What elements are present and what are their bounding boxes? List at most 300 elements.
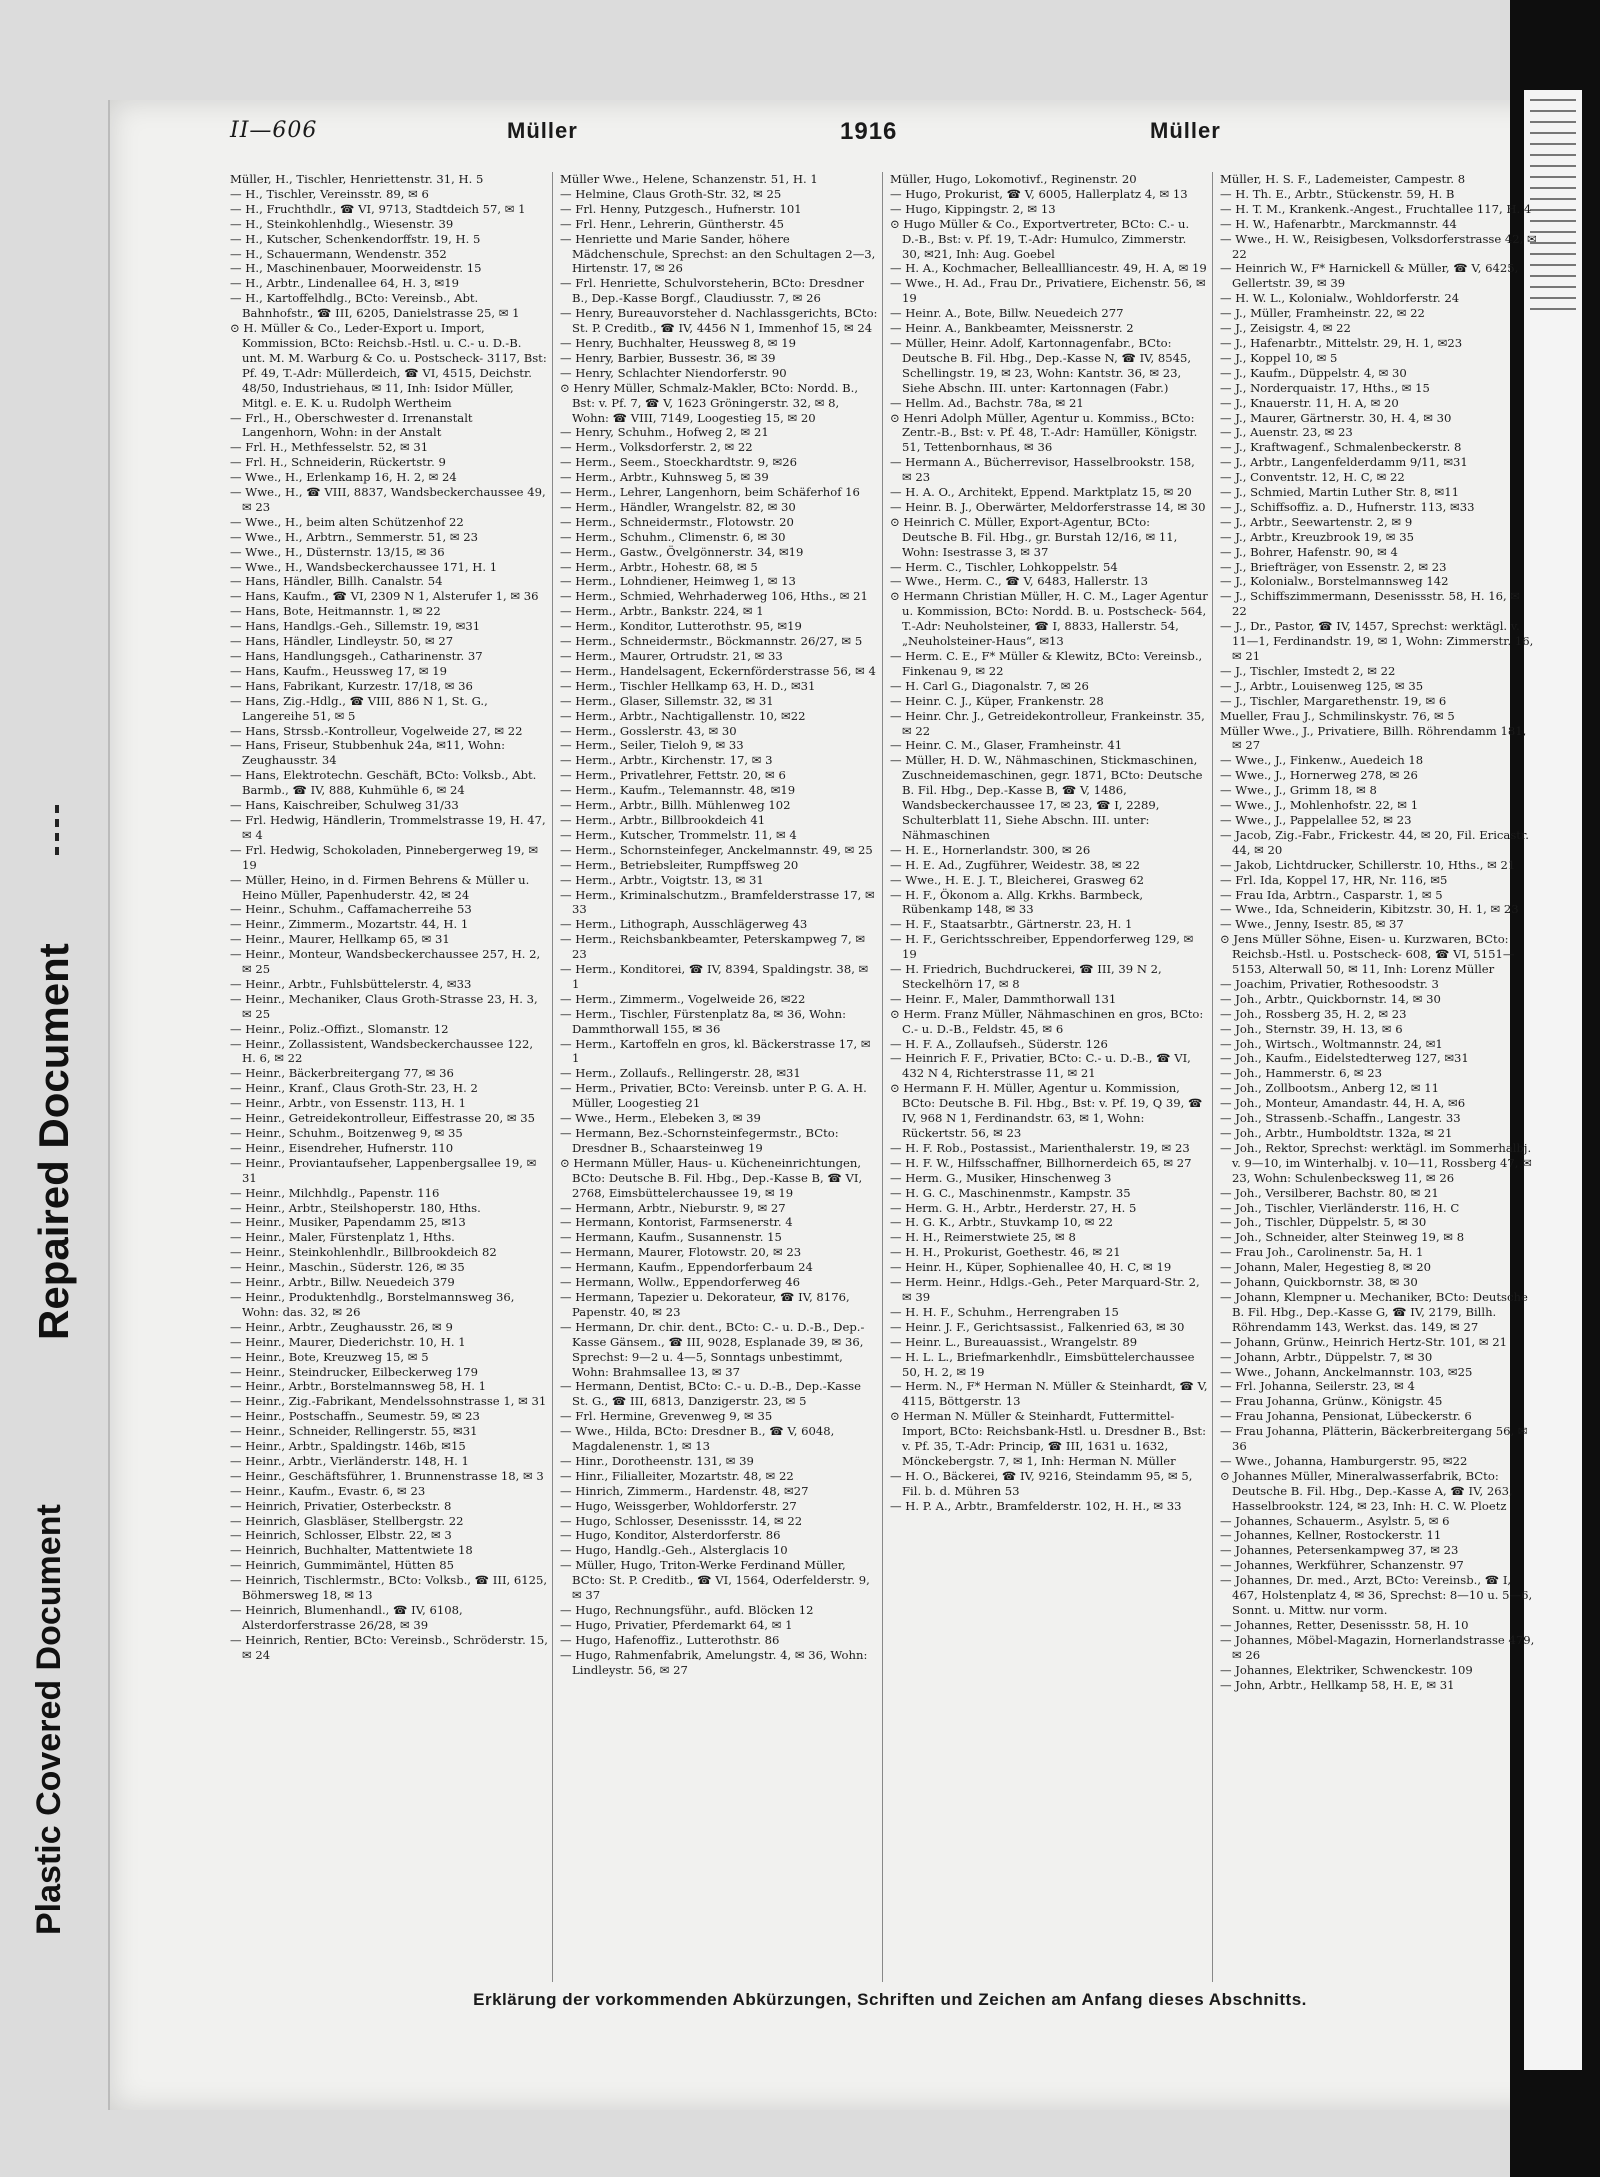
directory-entry: — Henriette und Marie Sander, höhere Mädchenschule, Sprechst: an den Schultagen 2—3, Hirtenstr. 17, ✉ 26 — [560, 231, 876, 276]
directory-entry: — Herm., Kartoffeln en gros, kl. Bäckerstrasse 17, ✉ 1 — [560, 1036, 871, 1066]
directory-entry: — J., Arbtr., Louisenweg 125, ✉ 35 — [1220, 678, 1424, 693]
directory-entry: — Heinr., Bote, Kreuzweg 15, ✉ 5 — [230, 1349, 429, 1364]
directory-entry: — Heinr., Geschäftsführer, 1. Brunnenstrasse 18, ✉ 3 — [230, 1468, 544, 1483]
directory-entry: — Heinr. B. J., Oberwärter, Meldorferstrasse 14, ✉ 30 — [890, 499, 1206, 514]
directory-entry: — Joh., Arbtr., Quickbornstr. 14, ✉ 30 — [1220, 991, 1441, 1006]
directory-entry: — H. H. F., Schuhm., Herrengraben 15 — [890, 1304, 1119, 1319]
directory-entry: — J., Tischler, Margarethenstr. 19, ✉ 6 — [1220, 693, 1447, 708]
directory-entry: — Heinr., Arbtr., Fuhlsbüttelerstr. 4, ✉33 — [230, 976, 472, 991]
directory-entry: ⊙ Heinrich C. Müller, Export-Agentur, BCto: Deutsche B. Fil. Hbg., gr. Burstah 12/16, ✉ 11, Wohn: Isestrasse 3, ✉ 37 — [890, 514, 1178, 559]
directory-entry: — Herm., Handelsagent, Eckernförderstrasse 56, ✉ 4 — [560, 663, 876, 678]
directory-entry: — H., Kutscher, Schenkendorffstr. 19, H. 5 — [230, 231, 481, 246]
directory-entry: — Herm., Betriebsleiter, Rumpffsweg 20 — [560, 857, 799, 872]
directory-entry: — H., Kartoffelhdlg., BCto: Vereinsb., Abt. Bahnhofstr., ☎ III, 6205, Danielstrasse 25, ✉ 1 — [230, 291, 520, 321]
directory-entry: — Herm., Konditor, Lutterothstr. 95, ✉19 — [560, 619, 802, 634]
directory-entry: — Johann, Grünw., Heinrich Hertz-Str. 101, ✉ 21 — [1220, 1334, 1508, 1349]
directory-entry: — Wwe., H. W., Reisigbesen, Volksdorferstrasse 42, ✉ 22 — [1220, 231, 1537, 261]
directory-entry: — Henry, Buchhalter, Heussweg 8, ✉ 19 — [560, 335, 796, 350]
directory-entry: — Wwe., H. E. J. T., Bleicherei, Grasweg 62 — [890, 872, 1144, 887]
directory-entry: — Hans, Kaufm., ☎ VI, 2309 N 1, Alsterufer 1, ✉ 36 — [230, 589, 539, 604]
directory-entry: — H. F., Ökonom a. Allg. Krkhs. Barmbeck, Rübenkamp 148, ✉ 33 — [890, 887, 1144, 917]
directory-entry: — Hinrich, Zimmerm., Hardenstr. 48, ✉27 — [560, 1483, 809, 1498]
directory-entry: — Hans, Elektrotechn. Geschäft, BCto: Volksb., Abt. Barmb., ☎ IV, 888, Kuhmühle 6, ✉ 24 — [230, 768, 537, 798]
directory-entry: — Hans, Friseur, Stubbenhuk 24a, ✉11, Wohn: Zeughausstr. 34 — [230, 738, 506, 768]
directory-entry: — Hermann, Maurer, Flotowstr. 20, ✉ 23 — [560, 1245, 802, 1260]
directory-entry: — Heinrich F. F., Privatier, BCto: C.- u. D.-B., ☎ VI, 432 N 4, Richterstrasse 11, ✉ 21 — [890, 1051, 1191, 1081]
directory-entry: — Heinr. F., Maler, Dammthorwall 131 — [890, 991, 1117, 1006]
directory-entry: — Frau Johanna, Plätterin, Bäckerbreitergang 56, ✉ 36 — [1220, 1424, 1528, 1454]
directory-entry: ⊙ Herman N. Müller & Steinhardt, Futtermittel-Import, BCto: Reichsbank-Hstl. u. Dresdner B., Bst: v. Pf. 35, T.-Adr: Princip, ☎ III, 1631 u. 1632, Mönckebergstr. 7, ✉ 1, Inh: Herman N. Müller — [890, 1409, 1207, 1468]
directory-entry: — Wwe., J., Finkenw., Auedeich 18 — [1220, 753, 1424, 768]
directory-entry: — J., Kraftwagenf., Schmalenbeckerstr. 8 — [1220, 440, 1462, 455]
directory-entry: — Herm. C., Tischler, Lohkoppelstr. 54 — [890, 559, 1118, 574]
directory-entry: — J., Arbtr., Kreuzbrook 19, ✉ 35 — [1220, 529, 1414, 544]
directory-entry: — Hans, Händler, Billh. Canalstr. 54 — [230, 574, 443, 589]
directory-entry: — H., Tischler, Vereinsstr. 89, ✉ 6 — [230, 186, 429, 201]
directory-entry: — Hermann, Dentist, BCto: C.- u. D.-B., Dep.-Kasse St. G., ☎ III, 6813, Danzigerstr. 23, ✉ 5 — [560, 1379, 861, 1409]
directory-entry: — J., Dr., Pastor, ☎ IV, 1457, Sprechst: werktägl. v. 11—1, Ferdinandstr. 19, ✉ 1, Wohn: Zimmerstr. 16, ✉ 21 — [1220, 619, 1534, 663]
directory-entry: — Joh., Schneider, alter Steinweg 19, ✉ 8 — [1220, 1230, 1465, 1245]
directory-entry: ⊙ Henry Müller, Schmalz-Makler, BCto: Nordd. B., Bst: v. Pf. 7, ☎ V, 1623 Gröningerstr. 32, ✉ 8, Wohn: ☎ VIII, 7149, Loogestieg 15, ✉ 20 — [560, 380, 859, 425]
directory-entry: — Wwe., Hilda, BCto: Dresdner B., ☎ V, 6048, Magdalenenstr. 1, ✉ 13 — [560, 1424, 835, 1454]
directory-entry: — Wwe., Herm., Elebeken 3, ✉ 39 — [560, 1111, 761, 1126]
directory-entry: — H. L. L., Briefmarkenhdlr., Eimsbüttelerchaussee 50, H. 2, ✉ 19 — [890, 1349, 1195, 1379]
directory-entry: — Hans, Handlgs.-Geh., Sillemstr. 19, ✉31 — [230, 619, 481, 634]
directory-entry: — J., Tischler, Imstedt 2, ✉ 22 — [1220, 663, 1396, 678]
directory-entry: — Johann, Maler, Hegestieg 8, ✉ 20 — [1220, 1260, 1432, 1275]
directory-entry: — Johannes, Möbel-Magazin, Hornerlandstrasse 479, ✉ 26 — [1220, 1632, 1535, 1662]
directory-entry: — Herm., Schneidermstr., Flotowstr. 20 — [560, 514, 794, 529]
directory-entry: — J., Schiffszimmermann, Desenissstr. 58, H. 16, ✉ 22 — [1220, 589, 1521, 619]
directory-entry: — Hans, Fabrikant, Kurzestr. 17/18, ✉ 36 — [230, 678, 473, 693]
directory-entry: — Frl. Hedwig, Händlerin, Trommelstrasse 19, H. 47, ✉ 4 — [230, 812, 546, 842]
directory-entry: ⊙ Johannes Müller, Mineralwasserfabrik, BCto: Deutsche B. Fil. Hbg., Dep.-Kasse A, ☎ IV, 263, Hasselbrookstr. 124, ✉ 23, Inh: H. C. W. Ploetz — [1220, 1468, 1513, 1513]
directory-entry: — Herm., Kutscher, Trommelstr. 11, ✉ 4 — [560, 827, 797, 842]
directory-entry: — J., Auenstr. 23, ✉ 23 — [1220, 425, 1353, 440]
directory-entry: — J., Arbtr., Seewartenstr. 2, ✉ 9 — [1220, 514, 1413, 529]
directory-entry: Müller, Hugo, Lokomotivf., Reginenstr. 20 — [890, 172, 1137, 186]
directory-entry: — Hugo, Hafenoffiz., Lutterothstr. 86 — [560, 1632, 780, 1647]
directory-entry: — Herm., Zimmerm., Vogelweide 26, ✉22 — [560, 991, 806, 1006]
directory-entry: — Heinr., Mechaniker, Claus Groth-Strasse 23, H. 3, ✉ 25 — [230, 991, 538, 1021]
directory-entry: — J., Hafenarbtr., Mittelstr. 29, H. 1, ✉23 — [1220, 335, 1463, 350]
directory-entry: — Wwe., J., Grimm 18, ✉ 8 — [1220, 783, 1377, 798]
directory-entry: — Heinr., Milchhdlg., Papenstr. 116 — [230, 1185, 440, 1200]
directory-entry: — Herm., Arbtr., Billh. Mühlenweg 102 — [560, 798, 791, 813]
directory-entry: — Heinrich, Blumenhandl., ☎ IV, 6108, Alsterdorferstrasse 26/28, ✉ 39 — [230, 1603, 463, 1632]
directory-entry: — Herm., Arbtr., Hohestr. 68, ✉ 5 — [560, 559, 758, 574]
directory-entry: — H. F. W., Hilfsschaffner, Billhornerdeich 65, ✉ 27 — [890, 1155, 1192, 1170]
directory-entry: ⊙ Hermann F. H. Müller, Agentur u. Kommission, BCto: Deutsche B. Fil. Hbg., Bst: v. Pf. 19, Q 39, ☎ IV, 968 N 1, Ferdinandstr. 63, ✉ 1, Wohn: Rückertstr. 56, ✉ 23 — [890, 1081, 1203, 1140]
directory-entry: — H. A., Kochmacher, Belleallliancestr. 49, H. A, ✉ 19 — [890, 261, 1207, 276]
directory-entry: — Hugo, Rechnungsführ., aufd. Blöcken 12 — [560, 1603, 814, 1617]
footer-note: Erklärung der vorkommenden Abkürzungen, Schriften und Zeichen am Anfang dieses Abschnitts. — [473, 1990, 1307, 2009]
directory-entry: — Wwe., J., Mohlenhofstr. 22, ✉ 1 — [1220, 798, 1419, 813]
directory-entry: Müller, H. S. F., Lademeister, Campestr. 8 — [1220, 172, 1466, 186]
directory-entry: — Frl. Henriette, Schulvorsteherin, BCto: Dresdner B., Dep.-Kasse Borgf., Claudiusstr. 7, ✉ 26 — [560, 276, 864, 306]
directory-entry: — Henry, Barbier, Bussestr. 36, ✉ 39 — [560, 350, 776, 365]
directory-entry: — Hermann, Kontorist, Farmsenerstr. 4 — [560, 1215, 793, 1230]
directory-entry: — Heinr., Arbtr., Borstelmannsweg 58, H. 1 — [230, 1379, 486, 1394]
directory-entry: — Hans, Bote, Heitmannstr. 1, ✉ 22 — [230, 604, 441, 619]
directory-entry: — Hugo, Konditor, Alsterdorferstr. 86 — [560, 1528, 781, 1543]
directory-entry: — Wwe., H. Ad., Frau Dr., Privatiere, Eichenstr. 56, ✉ 19 — [890, 276, 1206, 306]
directory-entry: — Hinr., Filialleiter, Mozartstr. 48, ✉ 22 — [560, 1468, 794, 1483]
directory-entry: — H. A. O., Architekt, Eppend. Marktplatz 15, ✉ 20 — [890, 485, 1192, 500]
directory-entry: — Wwe., H., Erlenkamp 16, H. 2, ✉ 24 — [230, 470, 457, 485]
directory-entry: — Müller, Heino, in d. Firmen Behrens & Müller u. Heino Müller, Papenhuderstr. 42, ✉ 24 — [230, 872, 530, 902]
directory-entry: — Herm., Gastw., Övelgönnerstr. 34, ✉19 — [560, 544, 804, 559]
directory-entry: — Johann, Arbtr., Düppelstr. 7, ✉ 30 — [1220, 1349, 1433, 1364]
directory-entry: — Johannes, Petersenkampweg 37, ✉ 23 — [1220, 1543, 1459, 1558]
directory-entry: — Heinr., Postschaffn., Seumestr. 59, ✉ 23 — [230, 1409, 480, 1424]
directory-entry: — Heinr., Musiker, Papendamm 25, ✉13 — [230, 1215, 466, 1230]
directory-entry: — Helmine, Claus Groth-Str. 32, ✉ 25 — [560, 186, 782, 201]
directory-entry: — H. F., Staatsarbtr., Gärtnerstr. 23, H. 1 — [890, 917, 1133, 932]
directory-entry: — Joh., Tischler, Düppelstr. 5, ✉ 30 — [1220, 1215, 1427, 1230]
directory-entry: — Herm., Arbtr., Bankstr. 224, ✉ 1 — [560, 604, 764, 619]
directory-entry: — Johannes, Elektriker, Schwenckestr. 109 — [1220, 1662, 1473, 1677]
directory-entry: — Herm., Schmied, Wehrhaderweg 106, Hths., ✉ 21 — [560, 589, 868, 604]
directory-entry: — Heinr., Maschin., Süderstr. 126, ✉ 35 — [230, 1260, 465, 1275]
directory-entry: — Hans, Kaischreiber, Schulweg 31/33 — [230, 798, 459, 813]
directory-entry: — Heinrich, Rentier, BCto: Vereinsb., Schröderstr. 15, ✉ 24 — [230, 1632, 548, 1662]
directory-entry: — Heinr., Monteur, Wandsbeckerchaussee 257, H. 2, ✉ 25 — [230, 947, 541, 977]
directory-entry: — Wwe., H., Arbtrn., Semmerstr. 51, ✉ 23 — [230, 529, 478, 544]
directory-entry: — Herm., Schneidermstr., Böckmannstr. 26/27, ✉ 5 — [560, 634, 863, 649]
directory-entry: — Joh., Kaufm., Eidelstedterweg 127, ✉31 — [1220, 1051, 1469, 1066]
directory-entry: — H. Carl G., Diagonalstr. 7, ✉ 26 — [890, 678, 1089, 693]
directory-entry: — Joh., Hammerstr. 6, ✉ 23 — [1220, 1066, 1382, 1081]
directory-entry: — Herm., Arbtr., Nachtigallenstr. 10, ✉22 — [560, 708, 806, 723]
directory-entry: — Herm. N., F* Herman N. Müller & Steinhardt, ☎ V, 4115, Böttgerstr. 13 — [890, 1379, 1208, 1409]
directory-entry: — Heinr., Eisendreher, Hufnerstr. 110 — [230, 1140, 454, 1155]
directory-entry: — Frau Johanna, Pensionat, Lübeckerstr. 6 — [1220, 1409, 1472, 1424]
directory-entry: — Heinrich, Privatier, Osterbeckstr. 8 — [230, 1498, 452, 1513]
directory-entry: — Herm., Arbtr., Billbrookdeich 41 — [560, 812, 766, 827]
directory-entry: — Heinr., Maler, Fürstenplatz 1, Hths. — [230, 1230, 455, 1245]
directory-entry: Müller Wwe., Helene, Schanzenstr. 51, H. 1 — [560, 172, 818, 186]
directory-entry: — Wwe., H., Wandsbeckerchaussee 171, H. 1 — [230, 559, 498, 574]
directory-entry: — Heinr., Arbtr., Spaldingstr. 146b, ✉15 — [230, 1439, 466, 1454]
directory-entry: — Frl. H., Schneiderin, Rückertstr. 9 — [230, 455, 446, 470]
directory-entry: — Henry, Schuhm., Hofweg 2, ✉ 21 — [560, 425, 769, 440]
directory-entry: — Hans, Händler, Lindleystr. 50, ✉ 27 — [230, 634, 454, 649]
directory-entry: — Herm. C. E., F* Müller & Klewitz, BCto: Vereinsb., Finkenau 9, ✉ 22 — [890, 649, 1203, 678]
directory-entry: — Herm., Schuhm., Climenstr. 6, ✉ 30 — [560, 529, 786, 544]
directory-entry: — Heinr., Proviantaufseher, Lappenbergsallee 19, ✉ 31 — [230, 1155, 537, 1185]
directory-entry: — Joachim, Privatier, Rothesoodstr. 3 — [1220, 976, 1439, 991]
column-3 — [890, 172, 1213, 1982]
directory-entry: — Heinr., Produktenhdlg., Borstelmannsweg 36, Wohn: das. 32, ✉ 26 — [230, 1289, 515, 1319]
directory-entry: Müller Wwe., J., Privatiere, Billh. Röhrendamm 181, ✉ 27 — [1220, 723, 1527, 753]
directory-entry: — Hermann, Bez.-Schornsteinfegermstr., BCto: Dresdner B., Schaarsteinweg 19 — [560, 1126, 839, 1155]
directory-entry: — Herm., Seem., Stoeckhardtstr. 9, ✉26 — [560, 455, 797, 470]
directory-entry: — Joh., Monteur, Amandastr. 44, H. A, ✉6 — [1220, 1096, 1466, 1111]
directory-entry: — Wwe., H., Düsternstr. 13/15, ✉ 36 — [230, 544, 445, 559]
directory-entry: ⊙ Hermann Müller, Haus- u. Kücheneinrichtungen, BCto: Deutsche B. Fil. Hbg., Dep.-Kasse B, ☎ VI, 2768, Eimsbüttelerchaussee 19, ✉ 19 — [560, 1155, 863, 1200]
directory-entry: — Joh., Wirtsch., Woltmannstr. 24, ✉1 — [1220, 1036, 1443, 1051]
directory-entry: — H. G. C., Maschinenmstr., Kampstr. 35 — [890, 1185, 1131, 1200]
directory-entry: — H. H., Prokurist, Goethestr. 46, ✉ 21 — [890, 1245, 1121, 1260]
directory-entry: — H. H., Reimerstwiete 25, ✉ 8 — [890, 1230, 1076, 1245]
directory-entry: — Heinrich W., F* Harnickell & Müller, ☎ V, 6425, Gellertstr. 39, ✉ 39 — [1220, 261, 1519, 291]
directory-entry: — Herm., Konditorei, ☎ IV, 8394, Spaldingstr. 38, ✉ 1 — [560, 962, 869, 991]
directory-entry: — Heinr. A., Bankbeamter, Meissnerstr. 2 — [890, 321, 1134, 336]
header-name-right: Müller — [1150, 118, 1221, 143]
directory-entry: — H. O., Bäckerei, ☎ IV, 9216, Steindamm 95, ✉ 5, Fil. b. d. Mühren 53 — [890, 1468, 1193, 1498]
directory-entry: — Herm., Tischler, Fürstenplatz 8a, ✉ 36, Wohn: Dammthorwall 155, ✉ 36 — [560, 1006, 847, 1036]
directory-entry: — Frau Ida, Arbtrn., Casparstr. 1, ✉ 5 — [1220, 887, 1443, 902]
directory-entry: — Herm. Heinr., Hdlgs.-Geh., Peter Marquard-Str. 2, ✉ 39 — [890, 1275, 1200, 1304]
directory-entry: — Herm., Volksdorferstr. 2, ✉ 22 — [560, 440, 753, 455]
directory-entry: — J., Briefträger, von Essenstr. 2, ✉ 23 — [1220, 559, 1447, 574]
directory-entry: — H. W. L., Kolonialw., Wohldorferstr. 24 — [1220, 291, 1460, 306]
directory-entry: — J., Müller, Framheinstr. 22, ✉ 22 — [1220, 306, 1425, 321]
directory-entry: — Herm., Maurer, Ortrudstr. 21, ✉ 33 — [560, 649, 783, 663]
directory-entry: — Heinr., Getreidekontrolleur, Eiffestrasse 20, ✉ 35 — [230, 1111, 536, 1126]
directory-entry: — Johannes, Kellner, Rostockerstr. 11 — [1220, 1528, 1442, 1543]
directory-entry: — Heinr., Schneider, Rellingerstr. 55, ✉31 — [230, 1424, 478, 1439]
directory-entry: — H., Steinkohlenhdlg., Wiesenstr. 39 — [230, 216, 454, 231]
directory-entry: — Wwe., J., Hornerweg 278, ✉ 26 — [1220, 768, 1418, 783]
directory-entry: — Frl. Hermine, Grevenweg 9, ✉ 35 — [560, 1409, 773, 1424]
directory-entry: — Joh., Sternstr. 39, H. 13, ✉ 6 — [1220, 1021, 1403, 1036]
directory-entry: — Müller, H. D. W., Nähmaschinen, Stickmaschinen, Zuschneidemaschinen, gegr. 1871, BCto: Deutsche B. Fil. Hbg., Dep.-Kasse B, ☎ V, 1486, Wandsbeckerchaussee 17, ✉ 23, ☎ I, 2289, Schulterblatt 11, Siehe Abschn. III. unter: Nähmaschinen — [890, 753, 1203, 842]
directory-entry: — J., Maurer, Gärtnerstr. 30, H. 4, ✉ 30 — [1220, 410, 1452, 425]
plastic-covered-label: Plastic Covered Document — [30, 1504, 68, 1935]
directory-entry: — Heinr. J. F., Gerichtsassist., Falkenried 63, ✉ 30 — [890, 1319, 1185, 1334]
directory-entry: — H., Schauermann, Wendenstr. 352 — [230, 246, 447, 261]
directory-entry: — Herm., Privatlehrer, Fettstr. 20, ✉ 6 — [560, 768, 786, 783]
directory-entry: — Joh., Versilberer, Bachstr. 80, ✉ 21 — [1220, 1185, 1439, 1200]
directory-entry: — Jakob, Lichtdrucker, Schillerstr. 10, Hths., ✉ 21 — [1220, 857, 1516, 872]
directory-entry: — Heinr. L., Bureauassist., Wrangelstr. 89 — [890, 1334, 1138, 1349]
directory-entry: — Heinrich, Buchhalter, Mattentwiete 18 — [230, 1543, 473, 1558]
directory-entry: — Heinr., Kaufm., Evastr. 6, ✉ 23 — [230, 1483, 426, 1498]
directory-entry: — Herm., Zollaufs., Rellingerstr. 28, ✉31 — [560, 1066, 801, 1081]
directory-entry: — Herm., Gosslerstr. 43, ✉ 30 — [560, 723, 737, 738]
directory-entry: — Jacob, Zig.-Fabr., Frickestr. 44, ✉ 20, Fil. Ericastr. 44, ✉ 20 — [1220, 827, 1529, 857]
directory-entry: — Herm., Kaufm., Telemannstr. 48, ✉19 — [560, 783, 796, 798]
directory-entry: — Heinr., Zig.-Fabrikant, Mendelssohnstrasse 1, ✉ 31 — [230, 1394, 547, 1409]
directory-entry: — Herm., Seiler, Tieloh 9, ✉ 33 — [560, 738, 744, 753]
directory-entry: — Herm., Lohndiener, Heimweg 1, ✉ 13 — [560, 574, 796, 589]
directory-entry: — Frl. Henny, Putzgesch., Hufnerstr. 101 — [560, 201, 802, 216]
directory-entry: — Heinr. C. J., Küper, Frankenstr. 28 — [890, 693, 1104, 708]
directory-entry: — Hugo, Schlosser, Desenissstr. 14, ✉ 22 — [560, 1513, 803, 1528]
directory-entry: — J., Koppel 10, ✉ 5 — [1220, 350, 1338, 365]
directory-entry: — Herm., Glaser, Sillemstr. 32, ✉ 31 — [560, 693, 774, 708]
directory-entry: — Joh., Rossberg 35, H. 2, ✉ 23 — [1220, 1006, 1407, 1021]
directory-entry: — Hellm. Ad., Bachstr. 78a, ✉ 21 — [890, 395, 1084, 410]
directory-entry: — H. F. A., Zollaufseh., Süderstr. 126 — [890, 1036, 1108, 1051]
directory-entry: — J., Knauerstr. 11, H. A, ✉ 20 — [1220, 395, 1399, 410]
directory-entry: — Heinr., Maurer, Diederichstr. 10, H. 1 — [230, 1334, 466, 1349]
directory-entry: — H. F., Gerichtsschreiber, Eppendorferweg 129, ✉ 19 — [890, 932, 1194, 962]
directory-entry: — H. W., Hafenarbtr., Marckmannstr. 44 — [1220, 216, 1457, 231]
directory-entry: — Hans, Handlungsgeh., Catharinenstr. 37 — [230, 649, 483, 663]
directory-entry: — Heinr., Maurer, Hellkamp 65, ✉ 31 — [230, 932, 450, 947]
directory-entry: — Herm., Kriminalschutzm., Bramfelderstrasse 17, ✉ 33 — [560, 887, 875, 917]
directory-entry: — Herm., Schornsteinfeger, Anckelmannstr. 49, ✉ 25 — [560, 842, 873, 857]
directory-entry: — Hermann, Kaufm., Eppendorferbaum 24 — [560, 1260, 813, 1275]
directory-entry: — H., Fruchthdlr., ☎ VI, 9713, Stadtdeich 57, ✉ 1 — [230, 201, 526, 216]
directory-entry: — Joh., Zollbootsm., Anberg 12, ✉ 11 — [1220, 1081, 1439, 1096]
directory-entry: — J., Conventstr. 12, H. C, ✉ 22 — [1220, 470, 1405, 485]
directory-entry: — Hermann, Tapezier u. Dekorateur, ☎ IV, 8176, Papenstr. 40, ✉ 23 — [560, 1289, 850, 1319]
directory-entry: — Herm., Arbtr., Voigtstr. 13, ✉ 31 — [560, 872, 764, 887]
directory-entry: — Heinr., Arbtr., Zeughausstr. 26, ✉ 9 — [230, 1319, 453, 1334]
directory-entry: — Hugo, Handlg.-Geh., Alsterglacis 10 — [560, 1543, 788, 1558]
page-header — [130, 118, 1520, 158]
directory-entry: — H. Th. E., Arbtr., Stückenstr. 59, H. B — [1220, 186, 1455, 201]
directory-entry: — Herm., Reichsbankbeamter, Peterskampweg 7, ✉ 23 — [560, 932, 866, 962]
directory-entry: — Wwe., Johann, Anckelmannstr. 103, ✉25 — [1220, 1364, 1473, 1379]
directory-entry: — Heinr., Steindrucker, Eilbeckerweg 179 — [230, 1364, 478, 1379]
directory-entry: — Wwe., H., beim alten Schützenhof 22 — [230, 514, 464, 529]
directory-entry: — Hinr., Dorotheenstr. 131, ✉ 39 — [560, 1453, 754, 1468]
directory-entry: ⊙ Hermann Christian Müller, H. C. M., Lager Agentur u. Kommission, BCto: Nordd. B. u. Postscheck- 564, T.-Adr: Neuholsteiner, ☎ I, 8833, Hallerstr. 54, „Neuholsteiner-Haus“, ✉13 — [890, 589, 1208, 649]
directory-entry: — H. G. K., Arbtr., Stuvkamp 10, ✉ 22 — [890, 1215, 1113, 1230]
directory-entry: — Johannes, Dr. med., Arzt, BCto: Vereinsb., ☎ I, 467, Holstenplatz 4, ✉ 36, Sprechst: 8—10 u. 5—6, Sonnt. u. Mittw. nur vorm. — [1220, 1573, 1533, 1617]
directory-entry: — Herm., Lehrer, Langenhorn, beim Schäferhof 16 — [560, 485, 860, 500]
repaired-document-label: Repaired Document — [30, 943, 77, 1340]
directory-entry: — Herm., Privatier, BCto: Vereinsb. unter P. G. A. H. Müller, Loogestieg 21 — [560, 1081, 867, 1111]
directory-entry: — Hermann, Kaufm., Susannenstr. 15 — [560, 1230, 782, 1245]
directory-entry: — Frau Johanna, Grünw., Königstr. 45 — [1220, 1394, 1443, 1409]
directory-entry: — Wwe., J., Pappelallee 52, ✉ 23 — [1220, 812, 1412, 827]
directory-entry: — Heinrich, Glasbläser, Stellbergstr. 22 — [230, 1513, 464, 1528]
directory-entry: — H. P. A., Arbtr., Bramfelderstr. 102, H. H., ✉ 33 — [890, 1498, 1182, 1513]
directory-entry: — H. E., Hornerlandstr. 300, ✉ 26 — [890, 842, 1091, 857]
directory-entry: — Heinr., Kranf., Claus Groth-Str. 23, H. 2 — [230, 1081, 478, 1096]
directory-entry: — Wwe., Herm. C., ☎ V, 6483, Hallerstr. 13 — [890, 574, 1148, 589]
directory-entry: — Hugo, Kippingstr. 2, ✉ 13 — [890, 201, 1056, 216]
directory-entry: — Herm., Lithograph, Ausschlägerweg 43 — [560, 917, 808, 932]
directory-entry: — Heinr., Poliz.-Offizt., Slomanstr. 12 — [230, 1021, 449, 1036]
directory-entry: — Hermann A., Bücherrevisor, Hasselbrookstr. 158, ✉ 23 — [890, 455, 1195, 485]
directory-entry: — John, Arbtr., Hellkamp 58, H. E, ✉ 31 — [1220, 1677, 1455, 1692]
directory-entry: — Joh., Arbtr., Humboldtstr. 132a, ✉ 21 — [1220, 1126, 1453, 1140]
directory-entry: — Wwe., Ida, Schneiderin, Kibitzstr. 30, H. 1, ✉ 23 — [1220, 902, 1519, 917]
directory-entry: — Hans, Zig.-Hdlg., ☎ VIII, 886 N 1, St. G., Langereihe 51, ✉ 5 — [230, 693, 488, 723]
directory-entry: — Hermann, Wollw., Eppendorferweg 46 — [560, 1275, 801, 1290]
directory-entry: — J., Schiffsoffiz. a. D., Hufnerstr. 113, ✉33 — [1220, 499, 1475, 514]
directory-entry: — J., Kolonialw., Borstelmannsweg 142 — [1220, 574, 1449, 589]
directory-entry: — Frl. Henr., Lehrerin, Güntherstr. 45 — [560, 216, 784, 231]
directory-entry: ⊙ Henri Adolph Müller, Agentur u. Kommiss., BCto: Zentr.-B., Bst: v. Pf. 48, T.-Adr: Hamüller, Königstr. 51, Tettenbornhaus, ✉ 36 — [890, 410, 1198, 455]
directory-entry: — Hugo, Prokurist, ☎ V, 6005, Hallerplatz 4, ✉ 13 — [890, 186, 1188, 201]
directory-entry: — Müller, Heinr. Adolf, Kartonnagenfabr., BCto: Deutsche B. Fil. Hbg., Dep.-Kasse N, ☎ IV, 8545, Schellingstr. 19, ✉ 23, Wohn: Kantstr. 36, ✉ 23, Siehe Abschn. III. unter: Kartonnagen (Fabr.) — [890, 335, 1192, 395]
directory-entry: — Herm. G. H., Arbtr., Herderstr. 27, H. 5 — [890, 1200, 1137, 1215]
directory-entry: — J., Kaufm., Düppelstr. 4, ✉ 30 — [1220, 365, 1407, 380]
directory-entry: ⊙ H. Müller & Co., Leder-Export u. Import, Kommission, BCto: Reichsb.-Hstl. u. C.- u. D.-B. unt. M. M. Warburg & Co. u. Postscheck- 3117, Bst: Pf. 49, T.-Adr: Müllerdeich, ☎ VI, 4515, Deichstr. 48/50, Industriehaus, ✉ 11, Inh: Isidor Müller, Mitgl. e. E. K. u. Rudolph Wertheim — [230, 321, 547, 410]
directory-entry: — Hugo, Privatier, Pferdemarkt 64, ✉ 1 — [560, 1617, 793, 1632]
directory-entry: — Heinr., Schuhm., Boitzenweg 9, ✉ 35 — [230, 1126, 463, 1140]
directory-entry: — Hans, Strssb.-Kontrolleur, Vogelweide 27, ✉ 22 — [230, 723, 523, 738]
directory-entry: — Johann, Klempner u. Mechaniker, BCto: Deutsche B. Fil. Hbg., Dep.-Kasse G, ☎ IV, 2179, Billh. Röhrendamm 143, Werkst. das. 149, ✉ 27 — [1220, 1289, 1528, 1334]
directory-entry: — Frl. H., Methfesselstr. 52, ✉ 31 — [230, 440, 429, 455]
directory-entry: — Joh., Rektor, Sprechst: werktägl. im Sommerhalbj. v. 9—10, im Winterhalbj. v. 10—11, Rossberg 47, ✉ 23, Wohn: Schulenbecksweg 11, ✉ 26 — [1220, 1140, 1532, 1185]
directory-entry: — Joh., Strassenb.-Schaffn., Langestr. 33 — [1220, 1111, 1461, 1126]
directory-entry: — Heinrich, Schlosser, Elbstr. 22, ✉ 3 — [230, 1528, 452, 1543]
directory-entry: — Heinr. H., Küper, Sophienallee 40, H. C, ✉ 19 — [890, 1260, 1172, 1275]
directory-entry: — Herm., Händler, Wrangelstr. 82, ✉ 30 — [560, 499, 796, 514]
directory-entry: — Herm. G., Musiker, Hinschenweg 3 — [890, 1170, 1112, 1185]
column-2 — [560, 172, 883, 1982]
directory-entry: — Heinr. A., Bote, Billw. Neuedeich 277 — [890, 306, 1124, 321]
directory-columns — [230, 172, 1550, 1982]
directory-entry: — Heinr. C. M., Glaser, Framheinstr. 41 — [890, 738, 1123, 753]
directory-entry: Mueller, Frau J., Schmilinskystr. 76, ✉ 5 — [1220, 708, 1455, 723]
directory-entry: — Hugo, Weissgerber, Wohldorferstr. 27 — [560, 1498, 797, 1513]
directory-entry: — Johann, Quickbornstr. 38, ✉ 30 — [1220, 1275, 1418, 1290]
directory-entry: ⊙ Hugo Müller & Co., Exportvertreter, BCto: C.- u. D.-B., Bst: v. Pf. 19, T.-Adr: Humulco, Zimmerstr. 30, ✉21, Inh: Aug. Goebel — [890, 216, 1190, 261]
directory-entry: — Herm., Arbtr., Kirchenstr. 17, ✉ 3 — [560, 753, 773, 768]
page-number: II—606 — [230, 118, 318, 143]
directory-entry: ⊙ Herm. Franz Müller, Nähmaschinen en gros, BCto: C.- u. D.-B., Feldstr. 45, ✉ 6 — [890, 1006, 1204, 1036]
directory-entry: — Heinr., Arbtr., Billw. Neuedeich 379 — [230, 1275, 455, 1290]
directory-entry: — Heinr., Arbtr., Steilshoperstr. 180, Hths. — [230, 1200, 481, 1215]
directory-entry: — H. E. Ad., Zugführer, Weidestr. 38, ✉ 22 — [890, 857, 1140, 872]
directory-entry: — Frl. Ida, Koppel 17, HR, Nr. 116, ✉5 — [1220, 872, 1448, 887]
directory-entry: — Frau Joh., Carolinenstr. 5a, H. 1 — [1220, 1245, 1424, 1260]
directory-entry: — Frl., H., Oberschwester d. Irrenanstalt Langenhorn, Wohn: in der Anstalt — [230, 410, 473, 440]
directory-entry: — Hugo, Rahmenfabrik, Amelungstr. 4, ✉ 36, Wohn: Lindleystr. 56, ✉ 27 — [560, 1647, 868, 1677]
column-4 — [1220, 172, 1542, 1982]
directory-entry: — J., Norderquaistr. 17, Hths., ✉ 15 — [1220, 380, 1430, 395]
directory-entry: — Heinr., Schuhm., Caffamacherreihe 53 — [230, 902, 472, 917]
directory-entry: — Johannes, Werkführer, Schanzenstr. 97 — [1220, 1558, 1464, 1573]
directory-entry: — Hermann, Arbtr., Nieburstr. 9, ✉ 27 — [560, 1200, 786, 1215]
directory-entry: — Heinr., Zollassistent, Wandsbeckerchaussee 122, H. 6, ✉ 22 — [230, 1036, 534, 1066]
edge-marks — [55, 805, 59, 865]
directory-entry: — J., Bohrer, Hafenstr. 90, ✉ 4 — [1220, 544, 1398, 559]
directory-entry: — Henry, Bureauvorsteher d. Nachlassgerichts, BCto: St. P. Creditb., ☎ IV, 4456 N 1, Immenhof 15, ✉ 24 — [560, 306, 878, 336]
directory-entry: — Heinr., Steinkohlenhdlr., Billbrookdeich 82 — [230, 1245, 497, 1260]
directory-entry: — Johannes, Retter, Desenissstr. 58, H. 10 — [1220, 1617, 1469, 1632]
directory-entry: — Heinr., Zimmerm., Mozartstr. 44, H. 1 — [230, 917, 469, 932]
directory-entry: — Henry, Schlachter Niendorferstr. 90 — [560, 365, 787, 380]
directory-entry: — H., Maschinenbauer, Moorweidenstr. 15 — [230, 261, 482, 276]
directory-entry: — Heinr. Chr. J., Getreidekontrolleur, Frankeinstr. 35, ✉ 22 — [890, 708, 1205, 738]
directory-entry: — H. Friedrich, Buchdruckerei, ☎ III, 39 N 2, Steckelhörn 17, ✉ 8 — [890, 962, 1162, 991]
directory-entry: — Heinrich, Tischlermstr., BCto: Volksb., ☎ III, 6125, Böhmersweg 18, ✉ 13 — [230, 1573, 548, 1603]
directory-entry: — Heinr., Arbtr., von Essenstr. 113, H. 1 — [230, 1096, 467, 1111]
header-name-left: Müller — [507, 118, 578, 143]
directory-entry: — J., Zeisigstr. 4, ✉ 22 — [1220, 321, 1351, 336]
directory-entry: — H., Arbtr., Lindenallee 64, H. 3, ✉19 — [230, 276, 459, 291]
directory-entry: — Hans, Kaufm., Heussweg 17, ✉ 19 — [230, 663, 447, 678]
directory-entry: — H. T. M., Krankenk.-Angest., Fruchtallee 117, H. 4 — [1220, 201, 1532, 216]
directory-entry: Müller, H., Tischler, Henriettenstr. 31, H. 5 — [230, 172, 484, 186]
directory-entry: — Joh., Tischler, Vierländerstr. 116, H. C — [1220, 1200, 1460, 1215]
directory-entry: — Heinr., Bäckerbreitergang 77, ✉ 36 — [230, 1066, 454, 1081]
header-year: 1916 — [840, 118, 898, 145]
directory-entry: — Herm., Tischler Hellkamp 63, H. D., ✉31 — [560, 678, 816, 693]
column-1 — [230, 172, 553, 1982]
directory-entry: — Wwe., Johanna, Hamburgerstr. 95, ✉22 — [1220, 1453, 1468, 1468]
directory-entry: — Heinr., Arbtr., Vierländerstr. 148, H. 1 — [230, 1453, 469, 1468]
directory-entry: — J., Schmied, Martin Luther Str. 8, ✉11 — [1220, 485, 1460, 500]
directory-entry: — Hermann, Dr. chir. dent., BCto: C.- u. D.-B., Dep.-Kasse Gänsem., ☎ III, 9028, Esplanade 39, ✉ 36, Sprechst: 9—2 u. 4—5, Sonntags unbestimmt, Wohn: Brahmsallee 13, ✉ 37 — [560, 1319, 865, 1379]
directory-entry: — Frl. Johanna, Seilerstr. 23, ✉ 4 — [1220, 1379, 1415, 1394]
directory-entry: ⊙ Jens Müller Söhne, Eisen- u. Kurzwaren, BCto: Reichsb.-Hstl. u. Postscheck- 608, ☎ VI, 5151—5153, Alterwall 50, ✉ 11, Inh: Lorenz Müller — [1220, 932, 1515, 977]
directory-entry: — J., Arbtr., Langenfelderdamm 9/11, ✉31 — [1220, 455, 1468, 470]
directory-entry: — Wwe., H., ☎ VIII, 8837, Wandsbeckerchaussee 49, ✉ 23 — [230, 485, 546, 514]
directory-entry: — Frl. Hedwig, Schokoladen, Pinnebergerweg 19, ✉ 19 — [230, 842, 539, 872]
